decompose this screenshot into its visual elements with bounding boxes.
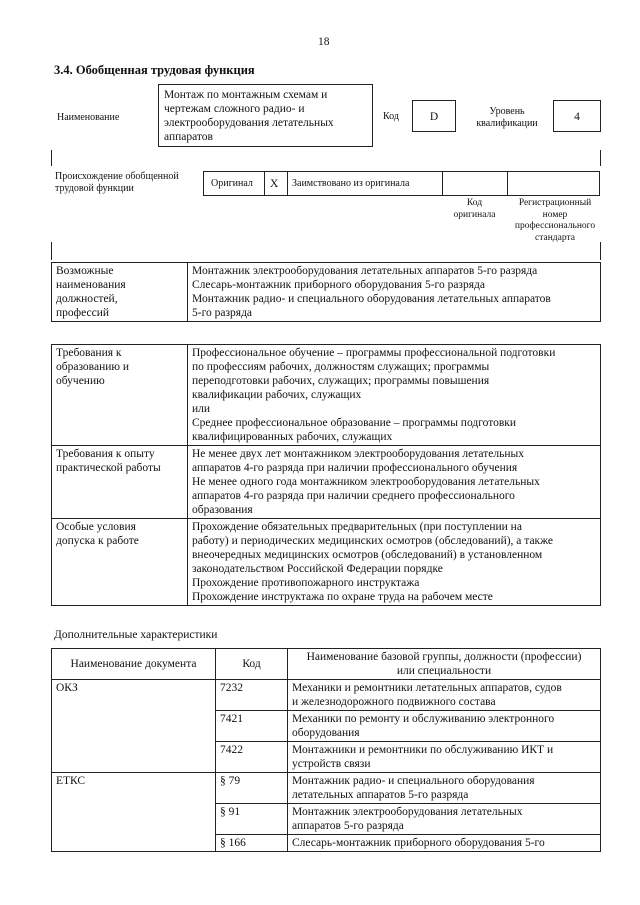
separator-tick [51,150,52,166]
additional-table [51,648,601,852]
code-value-box [412,100,456,132]
origin-cell-divider [264,171,265,196]
level-value-box [553,100,601,132]
row-name: Монтажник электрооборудования летательных аппаратов 5-го разряда [288,804,601,835]
header-doc: Наименование документа [52,649,216,680]
requirement-label: Особые условия допуска к работе [52,519,188,606]
requirements-table [51,344,601,606]
requirement-label: Требования к опыту практической работы [52,446,188,519]
requirement-text: Профессиональное обучение – программы профессиональной подготовки по профессиям рабочих, должностям служащих; программы переподготовки рабочих, служащих; программы повышения квалификации рабочих, служащих или Среднее профессиональное образование – программы подготовки квалифицированных рабочих, служащих [188,345,601,446]
origin-label: Происхождение обобщенной трудовой функции [55,171,179,194]
separator-tick [600,242,601,260]
positions-values: Монтажник электрооборудования летательных аппаратов 5-го разряда Слесарь-монтажник приборного оборудования 5-го разряда Монтажник радио- и специального оборудования летательных аппаратов 5-го разряда [188,263,601,322]
separator-tick [600,150,601,166]
name-value-box [158,84,373,147]
row-doc: ОКЗ [52,680,216,773]
additional-header-row [52,649,601,680]
row-name: Механики по ремонту и обслуживанию электронного оборудования [288,711,601,742]
name-value: Монтаж по монтажным схемам и чертежам сложного радио- и электрооборудования летательных аппаратов [164,89,334,143]
row-name: Монтажник радио- и специального оборудования летательных аппаратов 5-го разряда [288,773,601,804]
requirement-text: Не менее двух лет монтажником электрооборудования летательных аппаратов 4-го разряда при наличии профессионального обучения Не менее одного года монтажником электрооборудования летательных аппаратов 4-го разряда при наличии среднего профессионального образования [188,446,601,519]
origin-mark: X [270,178,279,190]
separator-tick [51,242,52,260]
header-name: Наименование базовой группы, должности (профессии) или специальности [288,649,601,680]
table-row [52,773,601,804]
origin-cell-divider [507,171,508,196]
code-value: D [429,111,439,123]
row-name: Слесарь-монтажник приборного оборудования 5-го [288,835,601,852]
origin-cell-divider [442,171,443,196]
row-code: 7421 [216,711,288,742]
row-code: § 91 [216,804,288,835]
row-code: § 79 [216,773,288,804]
reg-number-label: Регистрационный номер профессионального стандарта [514,198,596,243]
row-code: 7422 [216,742,288,773]
row-name: Монтажники и ремонтники по обслуживанию ИКТ и устройств связи [288,742,601,773]
requirement-row-experience [52,446,601,519]
page-number: 18 [318,36,330,48]
table-row [52,680,601,711]
row-name: Механики и ремонтники летательных аппаратов, судов и железнодорожного подвижного состава [288,680,601,711]
section-title: 3.4. Обобщенная трудовая функция [54,63,255,77]
level-label: Уровень квалификации [476,106,538,129]
requirement-label: Требования к образованию и обучению [52,345,188,446]
row-doc: ЕТКС [52,773,216,852]
origin-cell-divider [287,171,288,196]
borrowed-label: Заимствовано из оригинала [292,178,410,189]
requirement-text: Прохождение обязательных предварительных (при поступлении на работу) и периодических медицинских осмотров (обследований), а также внеочередных медицинских осмотров (обследований) в установленном законодательством Российской Федерации порядке Прохождение противопожарного инструктажа Прохождение инструктажа по охране труда на рабочем месте [188,519,601,606]
level-value: 4 [574,111,580,123]
row-code: 7232 [216,680,288,711]
code-original-label: Код оригинала [453,198,496,220]
requirement-row-education [52,345,601,446]
name-label: Наименование [57,112,120,123]
row-code: § 166 [216,835,288,852]
additional-title: Дополнительные характеристики [54,629,218,641]
original-label: Оригинал [211,178,253,189]
positions-label: Возможные наименования должностей, профессий [52,263,188,322]
code-label: Код [383,111,399,122]
header-code: Код [216,649,288,680]
requirement-row-conditions [52,519,601,606]
positions-table [51,262,601,322]
